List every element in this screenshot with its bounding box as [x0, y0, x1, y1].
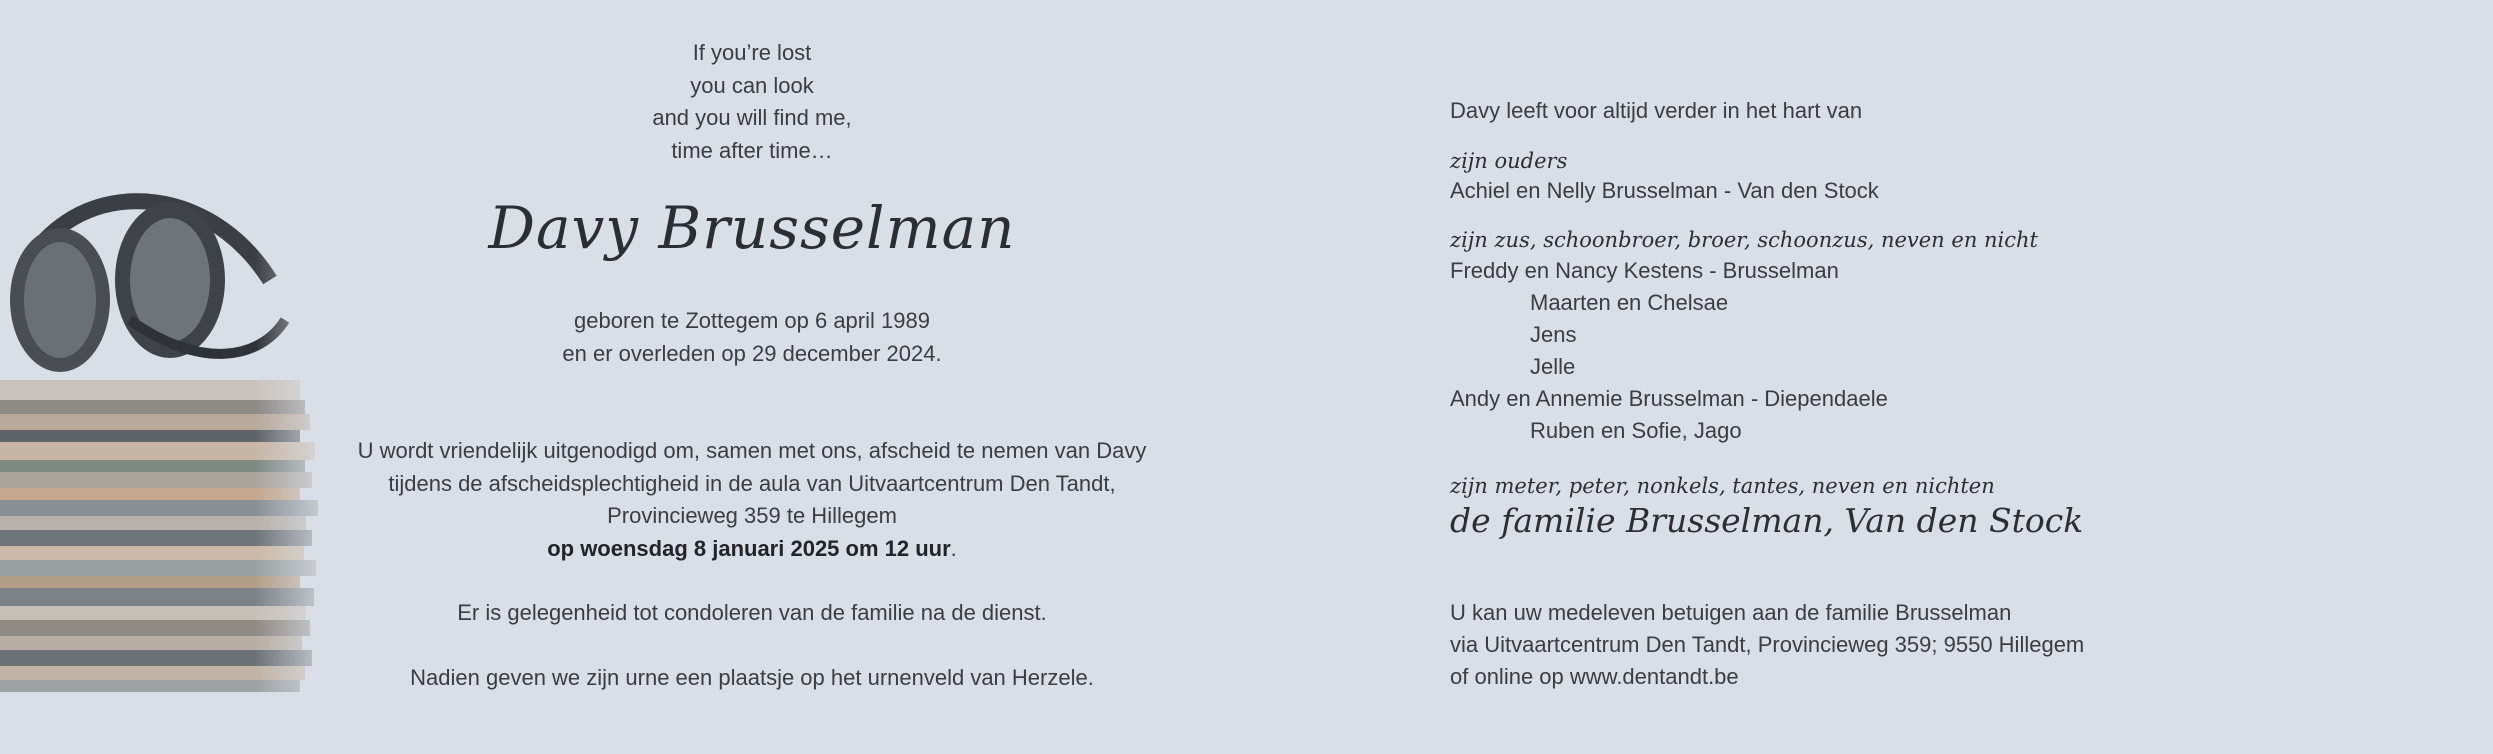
family1-child: Maarten en Chelsae	[1530, 290, 1729, 315]
family1-child: Jens	[1530, 322, 1577, 347]
family1-names: Freddy en Nancy Kestens - Brusselman	[1450, 258, 1839, 283]
invite-line: Provincieweg 359 te Hillegem	[607, 503, 897, 528]
invite-end: .	[950, 535, 957, 561]
deceased-name: Davy Brusselman	[488, 194, 1016, 262]
deceased-name-block	[250, 193, 1254, 263]
invite-line: tijdens de afscheidsplechtigheid in de aula van Uitvaartcentrum Den Tandt,	[388, 470, 1116, 496]
condole-text: Er is gelegenheid tot condoleren van de familie na de dienst.	[457, 600, 1047, 625]
family2-names: Andy en Annemie Brusselman - Diependaele	[1450, 386, 1888, 411]
family-label: de familie Brusselman, Van den Stock	[1450, 501, 2084, 540]
right-panel	[1246, 0, 2493, 754]
family1-child: Jelle	[1530, 354, 1576, 379]
poem	[300, 37, 1204, 167]
death-text: en er overleden op 29 december 2024.	[562, 340, 942, 366]
relatives-label: zijn meter, peter, nonkels, tantes, neven en nichten	[1450, 474, 1995, 498]
invite-line: U wordt vriendelijk uitgenodigd om, samen met ons, afscheid te nemen van Davy	[357, 438, 1147, 463]
dates	[300, 305, 1204, 370]
condolences-line: U kan uw medeleven betuigen aan de familie Brusselman	[1450, 600, 2012, 625]
poem-line: If you’re lost	[692, 40, 812, 65]
poem-line: and you will find me,	[652, 105, 852, 130]
parents-names: Achiel en Nelly Brusselman - Van den Stock	[1450, 178, 1879, 203]
left-panel	[0, 0, 1246, 754]
family2-child: Ruben en Sofie, Jago	[1530, 418, 1742, 443]
urn-info	[300, 662, 1204, 695]
poem-line: time after time…	[671, 137, 833, 163]
invitation	[300, 435, 1204, 565]
condole-info	[300, 597, 1204, 630]
birth-text: geboren te Zottegem op 6 april 1989	[574, 308, 930, 333]
parents-label: zijn ouders	[1450, 149, 1568, 173]
intro-text: Davy leeft voor altijd verder in het hart van	[1450, 98, 1863, 123]
invite-date-line	[300, 533, 1204, 566]
condolences-line: of online op www.dentandt.be	[1450, 664, 1739, 689]
urn-text: Nadien geven we zijn urne een plaatsje op het urnenveld van Herzele.	[410, 665, 1094, 690]
poem-line: you can look	[690, 72, 814, 98]
condolences-line: via Uitvaartcentrum Den Tandt, Provincieweg 359; 9550 Hillegem	[1450, 632, 2085, 657]
invite-date: op woensdag 8 januari 2025 om 12 uur	[547, 535, 951, 561]
siblings-label: zijn zus, schoonbroer, broer, schoonzus, neven en nicht	[1450, 228, 2038, 252]
